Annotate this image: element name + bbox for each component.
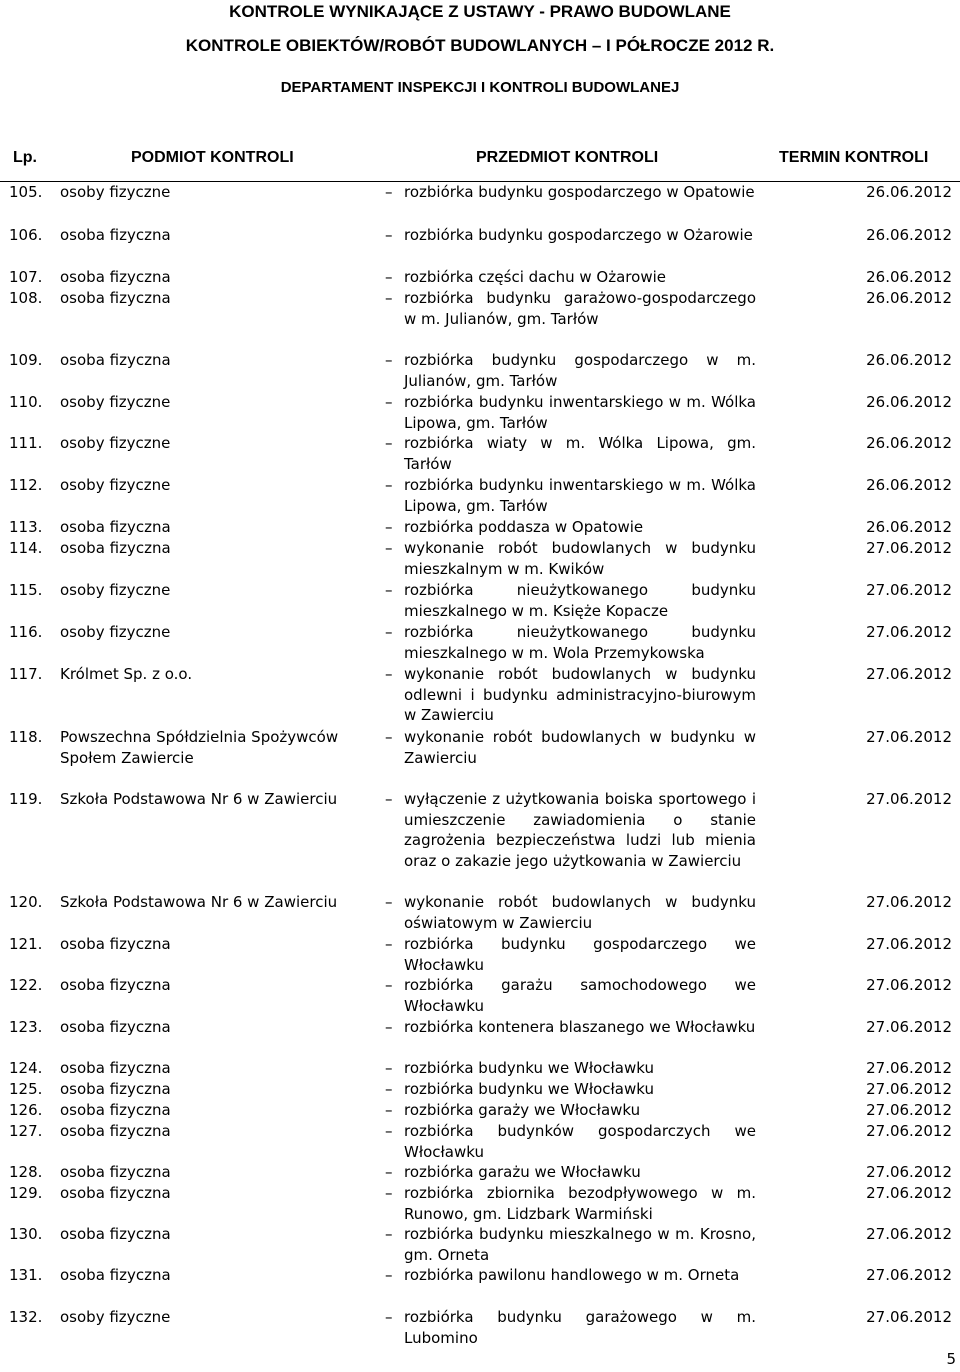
table-row [0, 350, 960, 392]
table-row [0, 1121, 960, 1162]
row-subject: osoba fizyczna [60, 1163, 171, 1181]
row-description: wyłączenie z użytkowania boiska sportowego i umieszczenie zawiadomienia o stanie zagrożenia bezpieczeństwa ludzi lub mienia oraz o zakazie jego użytkowania w Zawierciu [404, 790, 756, 870]
row-date: 27.06.2012 [866, 623, 952, 641]
row-number: 119. [9, 790, 43, 808]
row-dash: – [385, 1163, 393, 1181]
row-subject: osoba fizyczna [60, 268, 171, 286]
row-date: 27.06.2012 [866, 665, 952, 683]
row-date: 27.06.2012 [866, 728, 952, 746]
row-date: 27.06.2012 [866, 539, 952, 557]
row-dash: – [385, 1266, 393, 1284]
row-description: rozbiórka budynku garażowo-gospodarczego w m. Julianów, gm. Tarłów [404, 289, 756, 328]
row-date: 26.06.2012 [866, 226, 952, 244]
row-number: 129. [9, 1184, 43, 1202]
row-number: 122. [9, 976, 43, 994]
row-description: rozbiórka części dachu w Ożarowie [404, 268, 666, 286]
row-number: 106. [9, 226, 43, 244]
row-date: 27.06.2012 [866, 581, 952, 599]
row-subject: osoba fizyczna [60, 1225, 171, 1243]
row-number: 112. [9, 476, 43, 494]
table-row [0, 1058, 960, 1079]
row-description: rozbiórka budynku gospodarczego w Ożarowie [404, 226, 753, 244]
row-date: 27.06.2012 [866, 976, 952, 994]
row-date: 27.06.2012 [866, 1308, 952, 1326]
row-subject: osoba fizyczna [60, 539, 171, 557]
table-row [0, 1224, 960, 1265]
table-row [0, 475, 960, 517]
row-number: 116. [9, 623, 43, 641]
row-description: wykonanie robót budowlanych w budynku w Zawierciu [404, 728, 756, 767]
row-dash: – [385, 728, 393, 746]
table-row [0, 664, 960, 727]
row-date: 26.06.2012 [866, 289, 952, 307]
row-number: 110. [9, 393, 43, 411]
row-number: 127. [9, 1122, 43, 1140]
row-date: 27.06.2012 [866, 1225, 952, 1243]
row-subject: osoby fizyczne [60, 1308, 171, 1326]
row-dash: – [385, 289, 393, 307]
row-subject: osoba fizyczna [60, 518, 171, 536]
row-dash: – [385, 790, 393, 808]
row-date: 26.06.2012 [866, 183, 952, 201]
row-dash: – [385, 935, 393, 953]
row-number: 120. [9, 893, 43, 911]
row-description: wykonanie robót budowlanych w budynku oświatowym w Zawierciu [404, 893, 756, 932]
row-description: rozbiórka garażu samochodowego we Włocławku [404, 976, 756, 1015]
row-subject: osoba fizyczna [60, 1018, 171, 1036]
row-number: 109. [9, 351, 43, 369]
row-number: 105. [9, 183, 43, 201]
row-date: 26.06.2012 [866, 476, 952, 494]
column-header-przedmiot: PRZEDMIOT KONTROLI [476, 149, 659, 166]
row-date: 27.06.2012 [866, 1018, 952, 1036]
row-dash: – [385, 581, 393, 599]
row-dash: – [385, 1059, 393, 1077]
row-dash: – [385, 1308, 393, 1326]
row-date: 26.06.2012 [866, 518, 952, 536]
row-date: 27.06.2012 [866, 893, 952, 911]
row-subject: osoba fizyczna [60, 1059, 171, 1077]
row-date: 27.06.2012 [866, 1101, 952, 1119]
row-number: 123. [9, 1018, 43, 1036]
row-date: 27.06.2012 [866, 1059, 952, 1077]
row-description: wykonanie robót budowlanych w budynku odlewni i budynku administracyjno-biurowym w Zawierciu [404, 665, 756, 724]
table-row [0, 892, 960, 934]
row-date: 26.06.2012 [866, 268, 952, 286]
row-subject: osoby fizyczne [60, 476, 171, 494]
row-description: rozbiórka pawilonu handlowego w m. Orneta [404, 1266, 740, 1284]
row-subject: osoba fizyczna [60, 935, 171, 953]
row-description: rozbiórka garaży we Włocławku [404, 1101, 641, 1119]
row-dash: – [385, 623, 393, 641]
row-dash: – [385, 539, 393, 557]
row-dash: – [385, 518, 393, 536]
row-subject: osoba fizyczna [60, 1122, 171, 1140]
row-dash: – [385, 1101, 393, 1119]
row-description: rozbiórka budynku inwentarskiego w m. Wólka Lipowa, gm. Tarłów [404, 476, 756, 515]
row-subject: osoby fizyczne [60, 581, 171, 599]
row-subject: Powszechna Spółdzielnia Spożywców Społem Zawiercie [60, 728, 339, 767]
row-description: rozbiórka nieużytkowanego budynku mieszkalnego w m. Wola Przemykowska [404, 623, 756, 662]
row-dash: – [385, 976, 393, 994]
row-dash: – [385, 268, 393, 286]
table-row [0, 1162, 960, 1183]
table-row [0, 267, 960, 288]
row-subject: osoba fizyczna [60, 289, 171, 307]
row-date: 26.06.2012 [866, 393, 952, 411]
table-row [0, 433, 960, 475]
table-row [0, 182, 960, 225]
row-subject: osoba fizyczna [60, 1101, 171, 1119]
row-number: 131. [9, 1266, 43, 1284]
row-number: 126. [9, 1101, 43, 1119]
row-number: 114. [9, 539, 43, 557]
row-description: rozbiórka budynku gospodarczego w Opatowie [404, 183, 755, 201]
row-description: rozbiórka budynku we Włocławku [404, 1080, 654, 1098]
row-dash: – [385, 476, 393, 494]
row-number: 108. [9, 289, 43, 307]
row-subject: osoba fizyczna [60, 226, 171, 244]
row-description: rozbiórka budynku gospodarczego w m. Julianów, gm. Tarłów [404, 351, 756, 390]
table-row [0, 1265, 960, 1307]
table-row [0, 580, 960, 622]
row-dash: – [385, 665, 393, 683]
column-header-lp: Lp. [13, 149, 37, 166]
document-title: KONTROLE WYNIKAJĄCE Z USTAWY - PRAWO BUDOWLANE [229, 2, 731, 21]
table-row [0, 1079, 960, 1100]
table-row [0, 975, 960, 1017]
row-subject: osoby fizyczne [60, 623, 171, 641]
row-subject: osoby fizyczne [60, 434, 171, 452]
row-date: 27.06.2012 [866, 1080, 952, 1098]
row-description: rozbiórka budynku gospodarczego we Włocławku [404, 935, 756, 974]
table-row [0, 538, 960, 580]
row-description: rozbiórka garażu we Włocławku [404, 1163, 641, 1181]
row-dash: – [385, 1122, 393, 1140]
table-row [0, 934, 960, 975]
table-row [0, 288, 960, 350]
row-dash: – [385, 183, 393, 201]
column-header-podmiot: PODMIOT KONTROLI [131, 149, 294, 166]
row-date: 26.06.2012 [866, 434, 952, 452]
row-number: 117. [9, 665, 43, 683]
row-dash: – [385, 1018, 393, 1036]
row-subject: Szkoła Podstawowa Nr 6 w Zawierciu [60, 790, 338, 808]
row-dash: – [385, 1080, 393, 1098]
row-subject: Królmet Sp. z o.o. [60, 665, 193, 683]
row-date: 27.06.2012 [866, 935, 952, 953]
row-description: rozbiórka wiaty w m. Wólka Lipowa, gm. Tarłów [404, 434, 756, 473]
row-date: 27.06.2012 [866, 1122, 952, 1140]
table-row [0, 1100, 960, 1121]
row-description: rozbiórka zbiornika bezodpływowego w m. Runowo, gm. Lidzbark Warmiński [404, 1184, 756, 1223]
page-number: 5 [946, 1350, 956, 1368]
row-dash: – [385, 893, 393, 911]
row-number: 111. [9, 434, 43, 452]
row-number: 132. [9, 1308, 43, 1326]
table-row [0, 622, 960, 664]
table-row [0, 392, 960, 433]
row-number: 113. [9, 518, 43, 536]
row-dash: – [385, 1225, 393, 1243]
department-name: DEPARTAMENT INSPEKCJI I KONTROLI BUDOWLANEJ [280, 79, 680, 96]
row-description: rozbiórka budynku we Włocławku [404, 1059, 654, 1077]
row-number: 121. [9, 935, 43, 953]
row-description: rozbiórka kontenera blaszanego we Włocławku [404, 1018, 756, 1036]
row-description: rozbiórka budynków gospodarczych we Włocławku [404, 1122, 756, 1161]
row-date: 27.06.2012 [866, 1163, 952, 1181]
table-row [0, 727, 960, 789]
row-number: 107. [9, 268, 43, 286]
row-description: rozbiórka budynku garażowego w m. Lubomino [404, 1308, 756, 1347]
row-date: 27.06.2012 [866, 1184, 952, 1202]
row-subject: osoby fizyczne [60, 393, 171, 411]
table-row [0, 1017, 960, 1058]
row-number: 118. [9, 728, 43, 746]
row-subject: osoba fizyczna [60, 1184, 171, 1202]
row-subject: osoba fizyczna [60, 976, 171, 994]
row-dash: – [385, 226, 393, 244]
row-description: rozbiórka budynku mieszkalnego w m. Krosno, gm. Orneta [404, 1225, 756, 1264]
row-dash: – [385, 434, 393, 452]
row-number: 115. [9, 581, 43, 599]
row-number: 125. [9, 1080, 43, 1098]
table-row [0, 225, 960, 267]
row-dash: – [385, 393, 393, 411]
row-number: 128. [9, 1163, 43, 1181]
row-date: 27.06.2012 [866, 1266, 952, 1284]
table-row [0, 1307, 960, 1349]
row-subject: osoba fizyczna [60, 1080, 171, 1098]
table-row [0, 517, 960, 538]
row-number: 130. [9, 1225, 43, 1243]
row-description: rozbiórka nieużytkowanego budynku mieszkalnego w m. Księże Kopacze [404, 581, 756, 620]
row-date: 26.06.2012 [866, 351, 952, 369]
row-date: 27.06.2012 [866, 790, 952, 808]
row-dash: – [385, 1184, 393, 1202]
row-description: rozbiórka budynku inwentarskiego w m. Wólka Lipowa, gm. Tarłów [404, 393, 756, 432]
row-subject: osoba fizyczna [60, 1266, 171, 1284]
row-subject: osoby fizyczne [60, 183, 171, 201]
row-description: rozbiórka poddasza w Opatowie [404, 518, 644, 536]
row-dash: – [385, 351, 393, 369]
row-description: wykonanie robót budowlanych w budynku mieszkalnym w m. Kwików [404, 539, 756, 578]
row-subject: osoba fizyczna [60, 351, 171, 369]
row-subject: Szkoła Podstawowa Nr 6 w Zawierciu [60, 893, 338, 911]
document-subtitle: KONTROLE OBIEKTÓW/ROBÓT BUDOWLANYCH – I PÓŁROCZE 2012 R. [185, 36, 775, 55]
table-row [0, 789, 960, 892]
table-row [0, 1183, 960, 1224]
row-number: 124. [9, 1059, 43, 1077]
column-header-termin: TERMIN KONTROLI [779, 149, 929, 166]
